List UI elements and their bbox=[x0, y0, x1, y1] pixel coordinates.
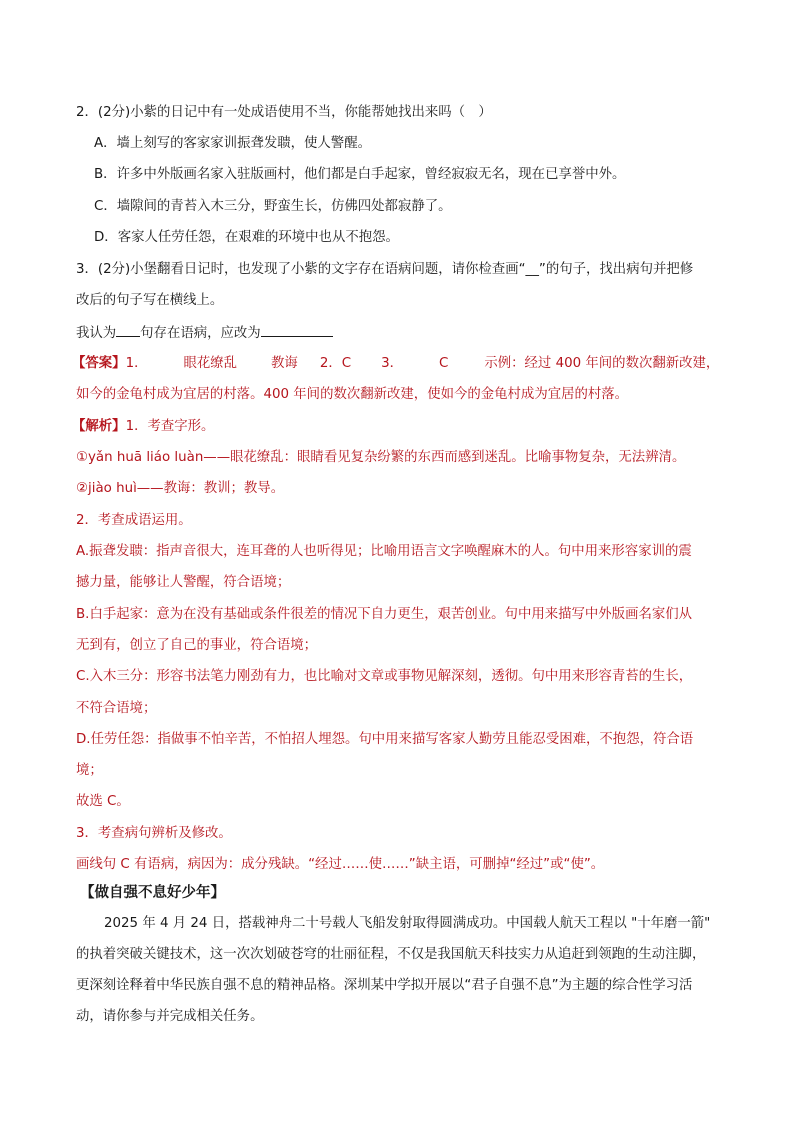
q3-fill-line bbox=[76, 322, 333, 344]
q2-option-d: D．客家人任劳任怨，在艰难的环境中也从不抱怨。 bbox=[94, 230, 399, 245]
section-para-line2: 的执着突破关键技术，这一次次划破苍穹的壮丽征程，不仅是我国航天科技实力从追赶到领跑的生动注脚， bbox=[76, 947, 706, 962]
section-para-line4: 动，请你参与并完成相关任务。 bbox=[76, 1009, 264, 1024]
analysis-c-line1: C.入木三分：形容书法笔力刚劲有力，也比喻对文章或事物见解深刻，透彻。句中用来形容青苔的生长， bbox=[76, 669, 693, 684]
answer-line2: 如今的金龟村成为宜居的村落。400 年间的数次翻新改建，使如今的金龟村成为宜居的村落。 bbox=[76, 387, 629, 402]
q2-option-b: B．许多中外版画名家入驻版画村，他们都是白手起家，曾经寂寂无名，现在已享誉中外。 bbox=[94, 167, 626, 182]
answer-1a: 眼花缭乱 bbox=[183, 356, 238, 371]
answer-num2: 2．C bbox=[319, 356, 352, 371]
q2-stem: 2．(2分)小紫的日记中有一处成语使用不当，你能帮她找出来吗（ ） bbox=[76, 105, 492, 120]
analysis-label: 【解析】 bbox=[72, 419, 126, 434]
analysis-item1: ①yǎn huā liáo luàn——眼花缭乱：眼睛看见复杂纷繁的东西而感到迷乱。比喻事物复杂，无法辨清。 bbox=[76, 450, 686, 465]
analysis-a-line1: A.振聋发聩：指声音很大，连耳聋的人也听得见；比喻用语言文字唤醒麻木的人。句中用来形容家训的震 bbox=[76, 544, 692, 559]
analysis-d-line2: 境； bbox=[76, 763, 103, 778]
answer-1b: 教诲 bbox=[271, 356, 298, 371]
section-para-line3: 更深刻诠释着中华民族自强不息的精神品格。深圳某中学拟开展以“君子自强不息”为主题的综合性学习活 bbox=[76, 978, 693, 993]
analysis-p1: 1．考查字形。 bbox=[125, 419, 215, 434]
answer-3b: 示例：经过 400 年间的数次翻新改建， bbox=[484, 356, 720, 371]
analysis-a-line2: 撼力量，能够让人警醒，符合语境； bbox=[76, 575, 291, 590]
analysis-item2: ②jiào huì——教诲：教训；教导。 bbox=[76, 481, 285, 496]
q3-fill-label-a: 我认为 bbox=[76, 326, 117, 341]
analysis-b-line1: B.白手起家：意为在没有基础或条件很差的情况下自力更生，艰苦创业。句中用来描写中外版画名家们从 bbox=[76, 607, 693, 622]
analysis-d-line1: D.任劳任怨：指做事不怕辛苦，不怕招人埋怨。句中用来描写客家人勤劳且能忍受困难，不抱怨，符合语 bbox=[76, 732, 694, 747]
analysis-line1 bbox=[72, 417, 214, 437]
answer-label: 【答案】 bbox=[72, 356, 126, 371]
q2-option-c: C．墙隙间的青苔入木三分，野蛮生长，仿佛四处都寂静了。 bbox=[94, 199, 452, 214]
answer-line1 bbox=[72, 354, 719, 374]
analysis-choose: 故选 C。 bbox=[76, 794, 130, 809]
analysis-p2: 2．考查成语运用。 bbox=[76, 513, 192, 528]
q2-option-a: A．墙上刻写的客家家训振聋发聩，使人警醒。 bbox=[94, 136, 371, 151]
q3-stem-line1: 3．(2分)小堡翻看日记时，也发现了小紫的文字存在语病问题，请你检查画“__”的句子，找出病句并把修 bbox=[76, 262, 694, 277]
q3-blank-2 bbox=[261, 322, 333, 337]
q3-stem-line2: 改后的句子写在横线上。 bbox=[76, 293, 224, 308]
section-para-line1: 2025 年 4 月 24 日，搭载神舟二十号载人飞船发射取得圆满成功。中国载人航天工程以 "十年磨一箭" bbox=[104, 916, 711, 931]
q3-blank-1 bbox=[116, 322, 140, 337]
analysis-c-line2: 不符合语境； bbox=[76, 701, 157, 716]
answer-3a: C bbox=[439, 356, 449, 371]
analysis-p3: 3．考查病句辨析及修改。 bbox=[76, 826, 232, 841]
answer-num3: 3． bbox=[381, 356, 404, 371]
section-title: 【做自强不息好少年】 bbox=[80, 885, 225, 901]
answer-num1: 1． bbox=[125, 356, 148, 371]
q3-fill-label-b: 句存在语病，应改为 bbox=[140, 326, 261, 341]
analysis-b-line2: 无到有，创立了自己的事业，符合语境； bbox=[76, 638, 318, 653]
analysis-p3-detail: 画线句 C 有语病，病因为：成分残缺。“经过……使……”缺主语，可删掉“经过”或“使”。 bbox=[76, 857, 605, 872]
